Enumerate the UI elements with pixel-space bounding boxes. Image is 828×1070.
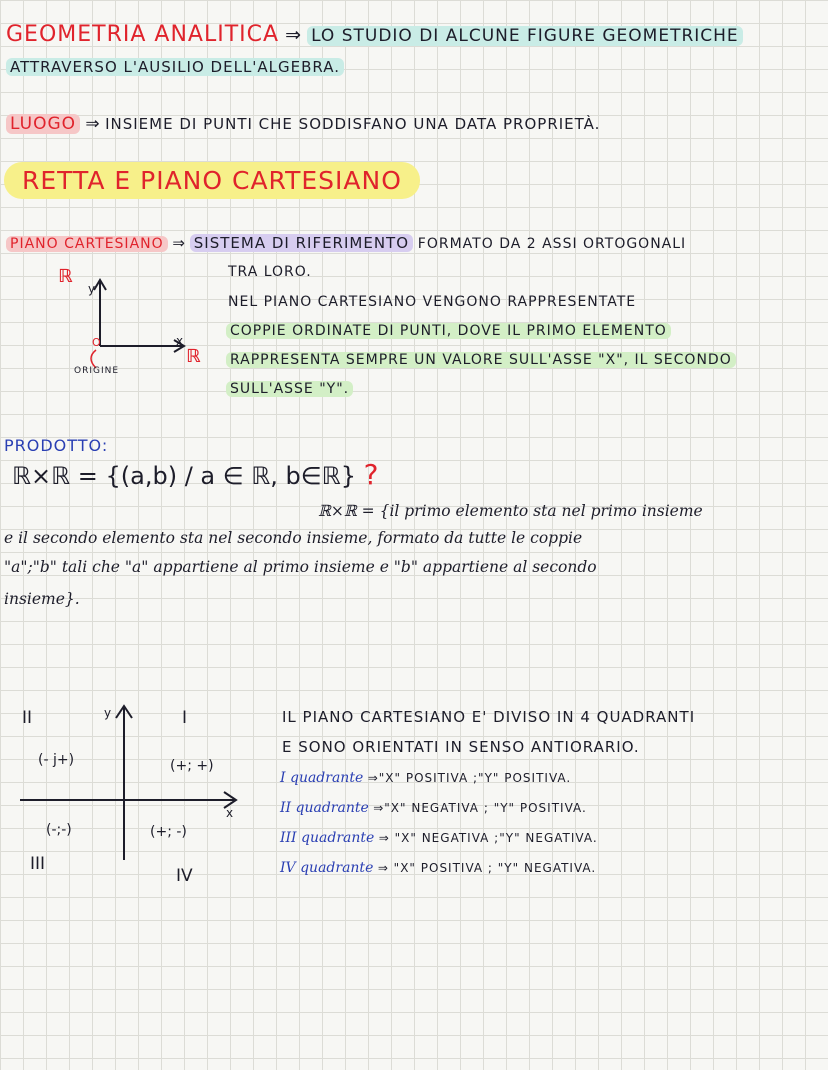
arrow-icon: ⇒ <box>85 114 100 134</box>
small-axis-letter-y: y <box>88 282 96 296</box>
quadrant-4-numeral: IV <box>176 866 193 886</box>
list-desc: ⇒ "X" NEGATIVA ;"Y" NEGATIVA. <box>378 831 598 845</box>
quadrant-1-numeral: I <box>182 708 188 728</box>
arrow-icon: ⇒ <box>285 24 302 46</box>
quadrant-3-signs: (-;-) <box>46 822 72 838</box>
list-word: quadrante <box>301 830 375 846</box>
section-title <box>4 162 420 199</box>
list-numeral: II <box>280 800 292 816</box>
arrow-icon: ⇒ <box>172 234 185 252</box>
intro-line-2 <box>6 58 344 76</box>
quadrant-axis-letter-y: y <box>104 706 112 720</box>
list-word: quadrante <box>295 800 369 816</box>
quadrant-4-signs: (+; -) <box>150 824 187 840</box>
quadrant-2-signs: (- j+) <box>38 752 75 768</box>
luogo-definition: INSIEME DI PUNTI CHE SODDISFANO UNA DATA PROPRIETÀ. <box>105 115 601 133</box>
piano-definition-highlight: SISTEMA DI RIFERIMENTO <box>190 234 413 252</box>
origin-label: ORIGINE <box>74 366 120 376</box>
term-geometria-analitica: GEOMETRIA ANALITICA <box>6 22 280 47</box>
piano-line-2: NEL PIANO CARTESIANO VENGONO RAPPRESENTATE <box>228 294 637 310</box>
small-axis-letter-x: x <box>176 334 184 348</box>
piano-line-3-text: COPPIE ORDINATE DI PUNTI, DOVE IL PRIMO ELEMENTO <box>226 323 671 339</box>
list-numeral: III <box>280 830 297 846</box>
small-axis-label-x: ℝ <box>186 346 201 367</box>
quadrant-list-item-1 <box>280 770 571 786</box>
piano-line-5-text: SULL'ASSE "Y". <box>226 381 353 397</box>
origin-letter: O <box>92 336 101 349</box>
quadrants-text-1: IL PIANO CARTESIANO E' DIVISO IN 4 QUADRANTI <box>282 708 696 726</box>
prodotto-formula-text: ℝ×ℝ = {(a,b) / a ∈ ℝ, b∈ℝ} <box>12 462 356 490</box>
prodotto-formula <box>12 458 378 491</box>
piano-line-3 <box>226 323 671 339</box>
piano-line-4-text: RAPPRESENTA SEMPRE UN VALORE SULL'ASSE "X", IL SECONDO <box>226 352 736 368</box>
quadrant-list-item-3 <box>280 830 598 846</box>
intro-line-1 <box>6 22 743 47</box>
prodotto-def-line-3: "a";"b" tali che "a" appartiene al primo insieme e "b" appartiene al secondo <box>4 558 597 576</box>
piano-line-4 <box>226 352 736 368</box>
list-word: quadrante <box>300 860 374 876</box>
prodotto-def-line-1: ℝ×ℝ = {il primo elemento sta nel primo insieme <box>318 502 703 520</box>
section-title-text: RETTA E PIANO CARTESIANO <box>4 162 420 199</box>
piano-heading <box>6 234 686 252</box>
quadrant-list-item-2 <box>280 800 587 816</box>
quadrant-1-signs: (+; +) <box>170 758 214 774</box>
list-desc: ⇒"X" POSITIVA ;"Y" POSITIVA. <box>367 771 572 785</box>
quadrants-text-2: E SONO ORIENTATI IN SENSO ANTIORARIO. <box>282 738 640 756</box>
term-prodotto: PRODOTTO: <box>4 436 109 455</box>
list-desc: ⇒"X" NEGATIVA ; "Y" POSITIVA. <box>373 801 587 815</box>
intro-line-2-text: ATTRAVERSO L'AUSILIO DELL'ALGEBRA. <box>6 58 344 76</box>
list-numeral: I <box>280 770 286 786</box>
luogo-line <box>6 114 600 134</box>
piano-line-1: TRA LORO. <box>228 264 312 280</box>
small-axis-label-y: ℝ <box>58 266 73 287</box>
list-desc: ⇒ "X" POSITIVA ; "Y" NEGATIVA. <box>377 861 597 875</box>
list-word: quadrante <box>289 770 364 786</box>
intro-definition: LO STUDIO DI ALCUNE FIGURE GEOMETRICHE <box>307 26 743 46</box>
quadrant-3-numeral: III <box>30 854 46 874</box>
quadrant-2-numeral: II <box>22 708 33 728</box>
piano-definition-rest: FORMATO DA 2 ASSI ORTOGONALI <box>417 236 687 252</box>
piano-line-5 <box>226 381 353 397</box>
prodotto-def-line-4: insieme}. <box>4 590 80 608</box>
term-piano-cartesiano: PIANO CARTESIANO <box>6 236 168 252</box>
prodotto-def-line-2: e il secondo elemento sta nel secondo insieme, formato da tutte le coppie <box>4 529 583 547</box>
list-numeral: IV <box>280 860 296 876</box>
quadrant-list-item-4 <box>280 860 596 876</box>
question-mark: ? <box>363 458 379 491</box>
quadrant-axis-letter-x: x <box>226 806 234 820</box>
quadrants-diagram <box>20 700 250 890</box>
term-luogo: LUOGO <box>6 114 80 134</box>
